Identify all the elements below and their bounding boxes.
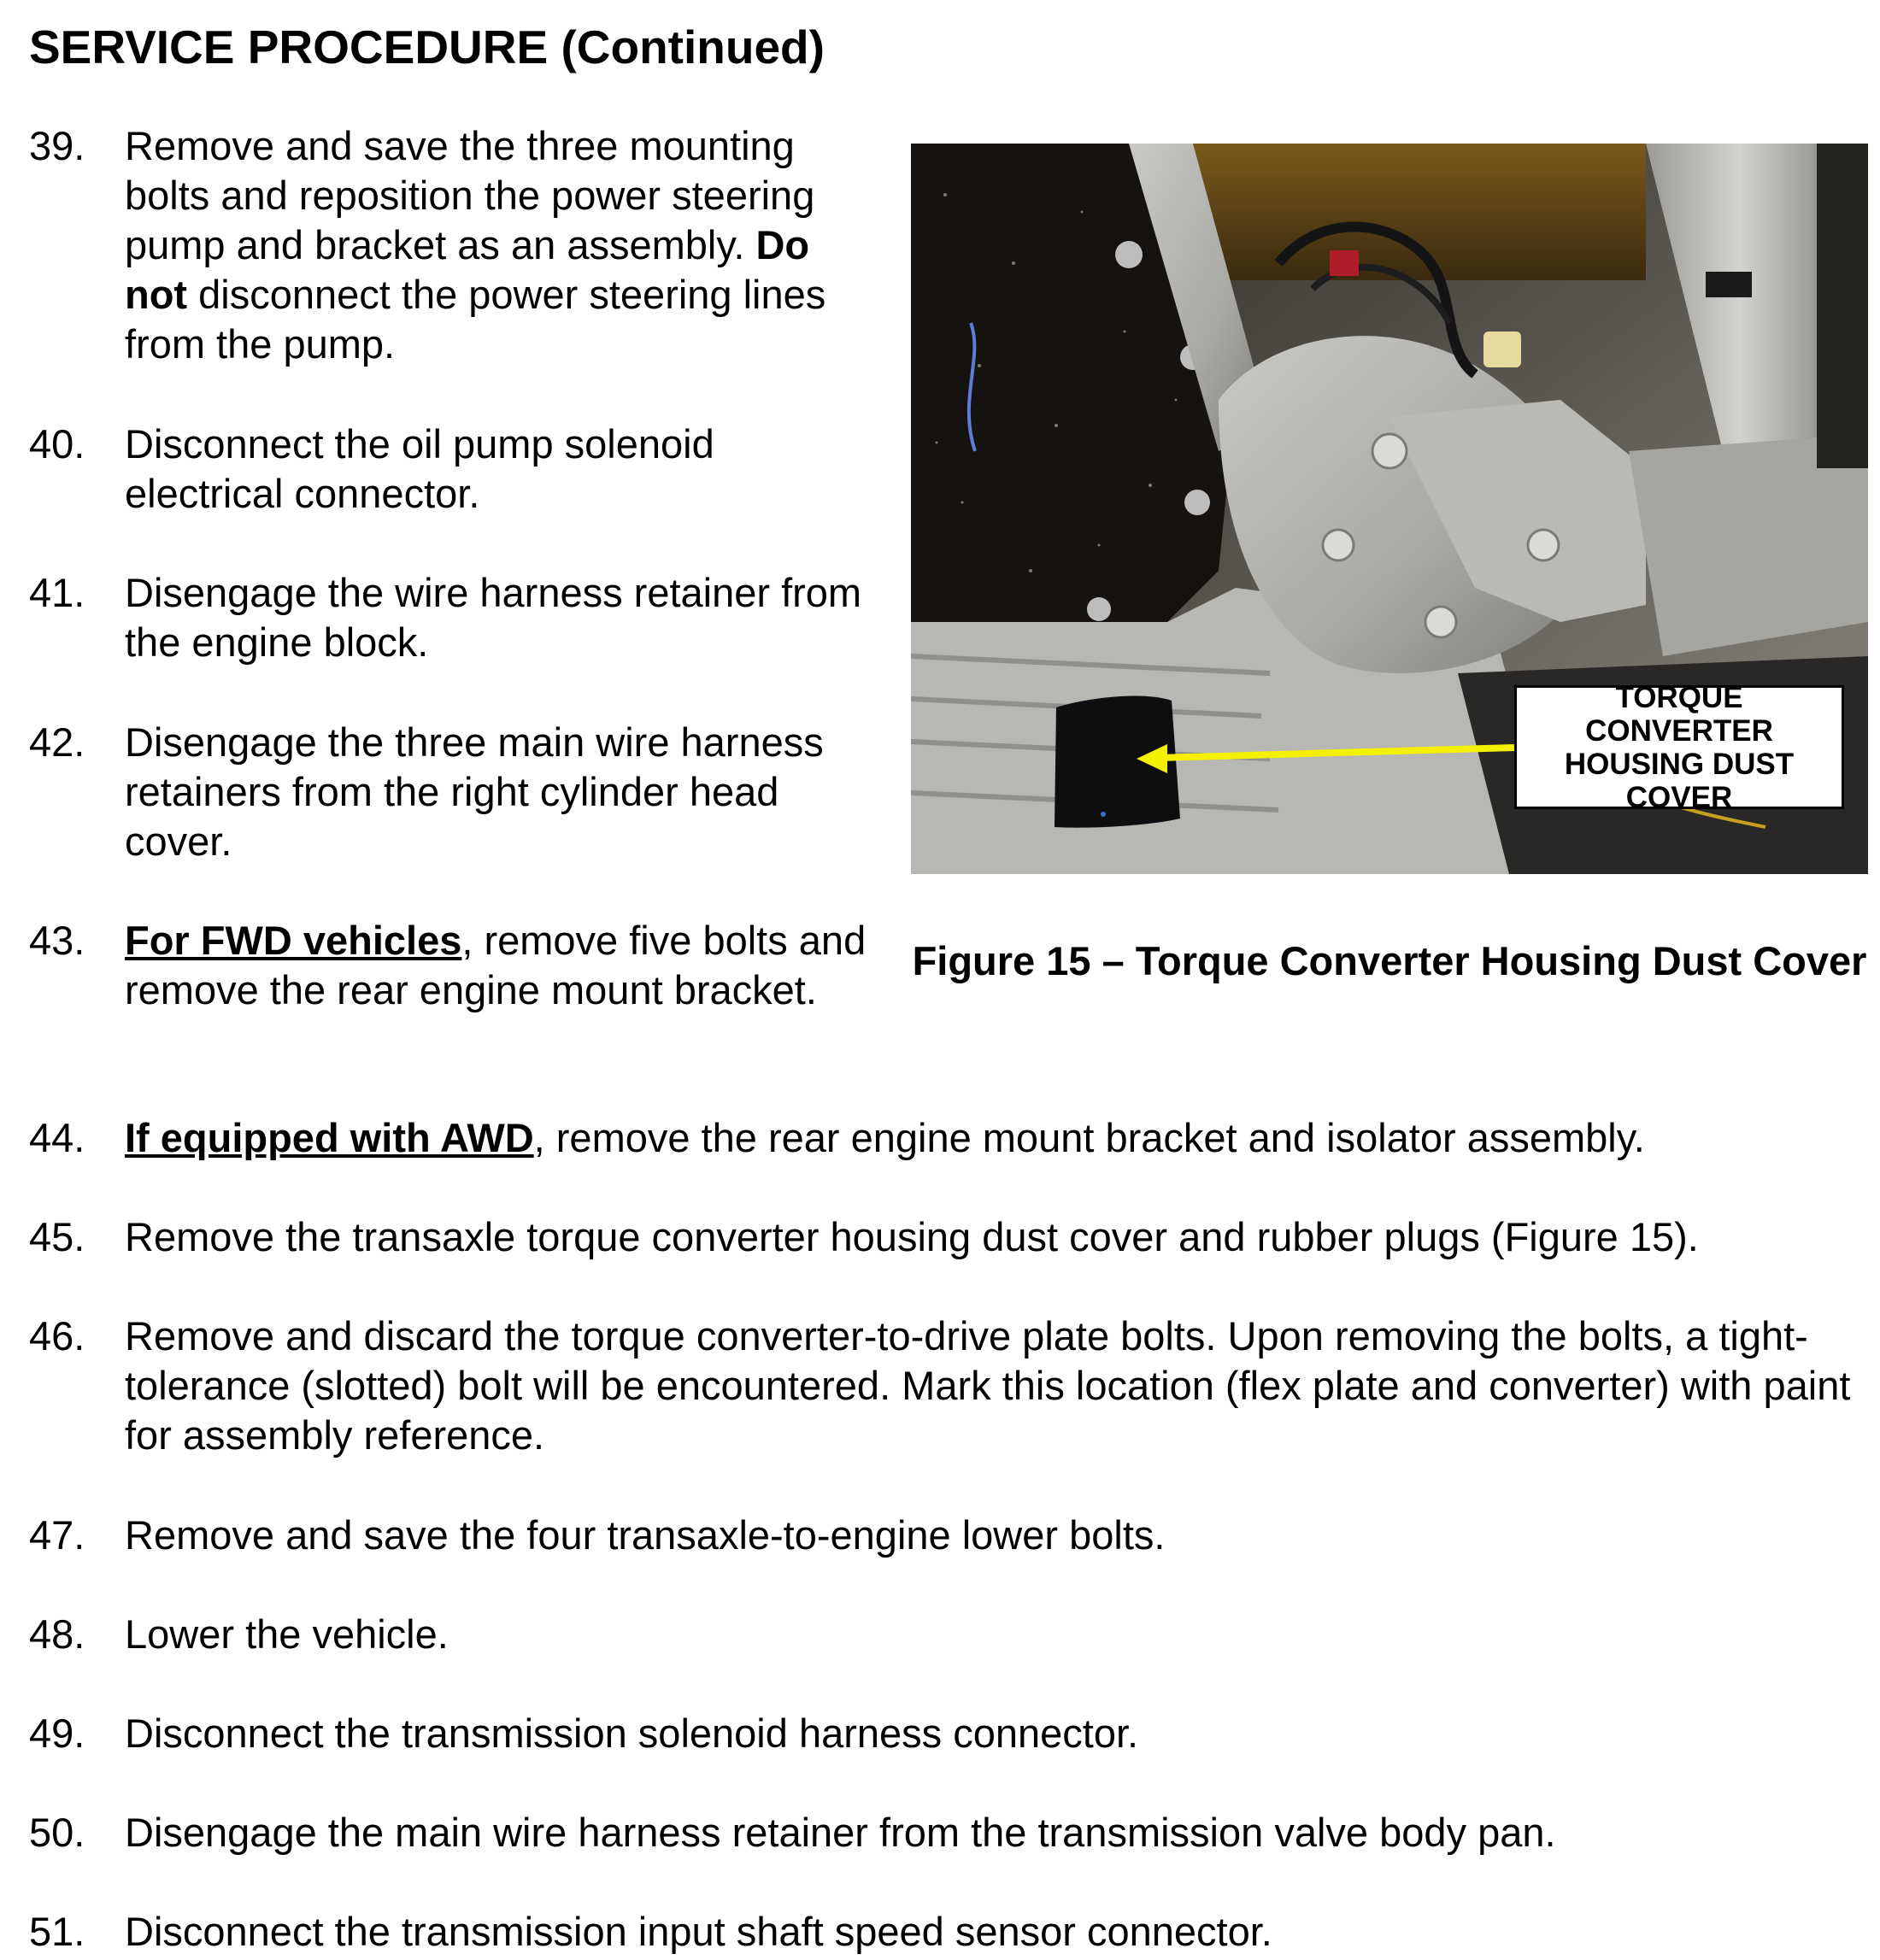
step-46 [29, 1312, 1868, 1460]
step-text: Disconnect the transmission input shaft speed sensor connector. [125, 1909, 1272, 1954]
step-40 [29, 420, 877, 519]
page-title: SERVICE PROCEDURE (Continued) [29, 21, 825, 73]
step-text: Disengage the wire harness retainer from the engine block. [125, 570, 862, 665]
step-number: 49. [29, 1711, 85, 1756]
step-text [125, 121, 877, 369]
step-number: 44. [29, 1115, 85, 1160]
step-42 [29, 718, 877, 866]
step-number: 40. [29, 421, 85, 467]
step-text: Remove the transaxle torque converter housing dust cover and rubber plugs (Figure 15). [125, 1214, 1699, 1259]
step-text: Remove and discard the torque converter-to-drive plate bolts. Upon removing the bolts, a tight-tolerance (slotted) bolt will be encountered. Mark this location (flex plate and converter) with paint for assembly reference. [125, 1313, 1851, 1458]
step-text: Remove and save the four transaxle-to-engine lower bolts. [125, 1512, 1166, 1558]
step-39 [29, 121, 877, 369]
step-43 [29, 916, 877, 1015]
step-number: 51. [29, 1909, 85, 1954]
step-number: 42. [29, 719, 85, 765]
step-number: 50. [29, 1810, 85, 1855]
step-48 [29, 1610, 1868, 1659]
step-number: 39. [29, 123, 85, 168]
step-51 [29, 1907, 1868, 1957]
step-text: Disconnect the oil pump solenoid electrical connector. [125, 421, 714, 516]
step-emphasis: Do not [125, 222, 810, 317]
step-50 [29, 1808, 1868, 1857]
figure-caption: Figure 15 – Torque Converter Housing Dust Cover [912, 938, 1867, 983]
step-text-part: disconnect the power steering lines from the pump. [125, 272, 826, 367]
step-text-part: Remove and save the three mounting bolts and reposition the power steering pump and bracket as an assembly. [125, 123, 815, 267]
step-45 [29, 1212, 1868, 1262]
step-41 [29, 568, 877, 667]
step-number: 46. [29, 1313, 85, 1359]
step-number: 45. [29, 1214, 85, 1259]
step-number: 43. [29, 918, 85, 963]
step-text: Disengage the main wire harness retainer from the transmission valve body pan. [125, 1810, 1556, 1855]
step-emphasis: For FWD vehicles [125, 918, 462, 963]
step-text-part: , remove five bolts and remove the rear engine mount bracket. [125, 918, 867, 1012]
step-text [125, 1113, 1868, 1163]
step-47 [29, 1511, 1868, 1560]
step-49 [29, 1709, 1868, 1758]
step-text-part: , remove the rear engine mount bracket and isolator assembly. [533, 1115, 1645, 1160]
step-number: 48. [29, 1611, 85, 1657]
step-text: Disconnect the transmission solenoid harness connector. [125, 1711, 1139, 1756]
step-44 [29, 1113, 1868, 1163]
step-text [125, 916, 877, 1015]
step-text: Disengage the three main wire harness retainers from the right cylinder head cover. [125, 719, 824, 864]
step-text: Lower the vehicle. [125, 1611, 449, 1657]
figure-callout-label: TORQUE CONVERTER HOUSING DUST COVER [1514, 685, 1844, 809]
step-emphasis: If equipped with AWD [125, 1115, 534, 1160]
step-number: 41. [29, 570, 85, 615]
step-number: 47. [29, 1512, 85, 1558]
